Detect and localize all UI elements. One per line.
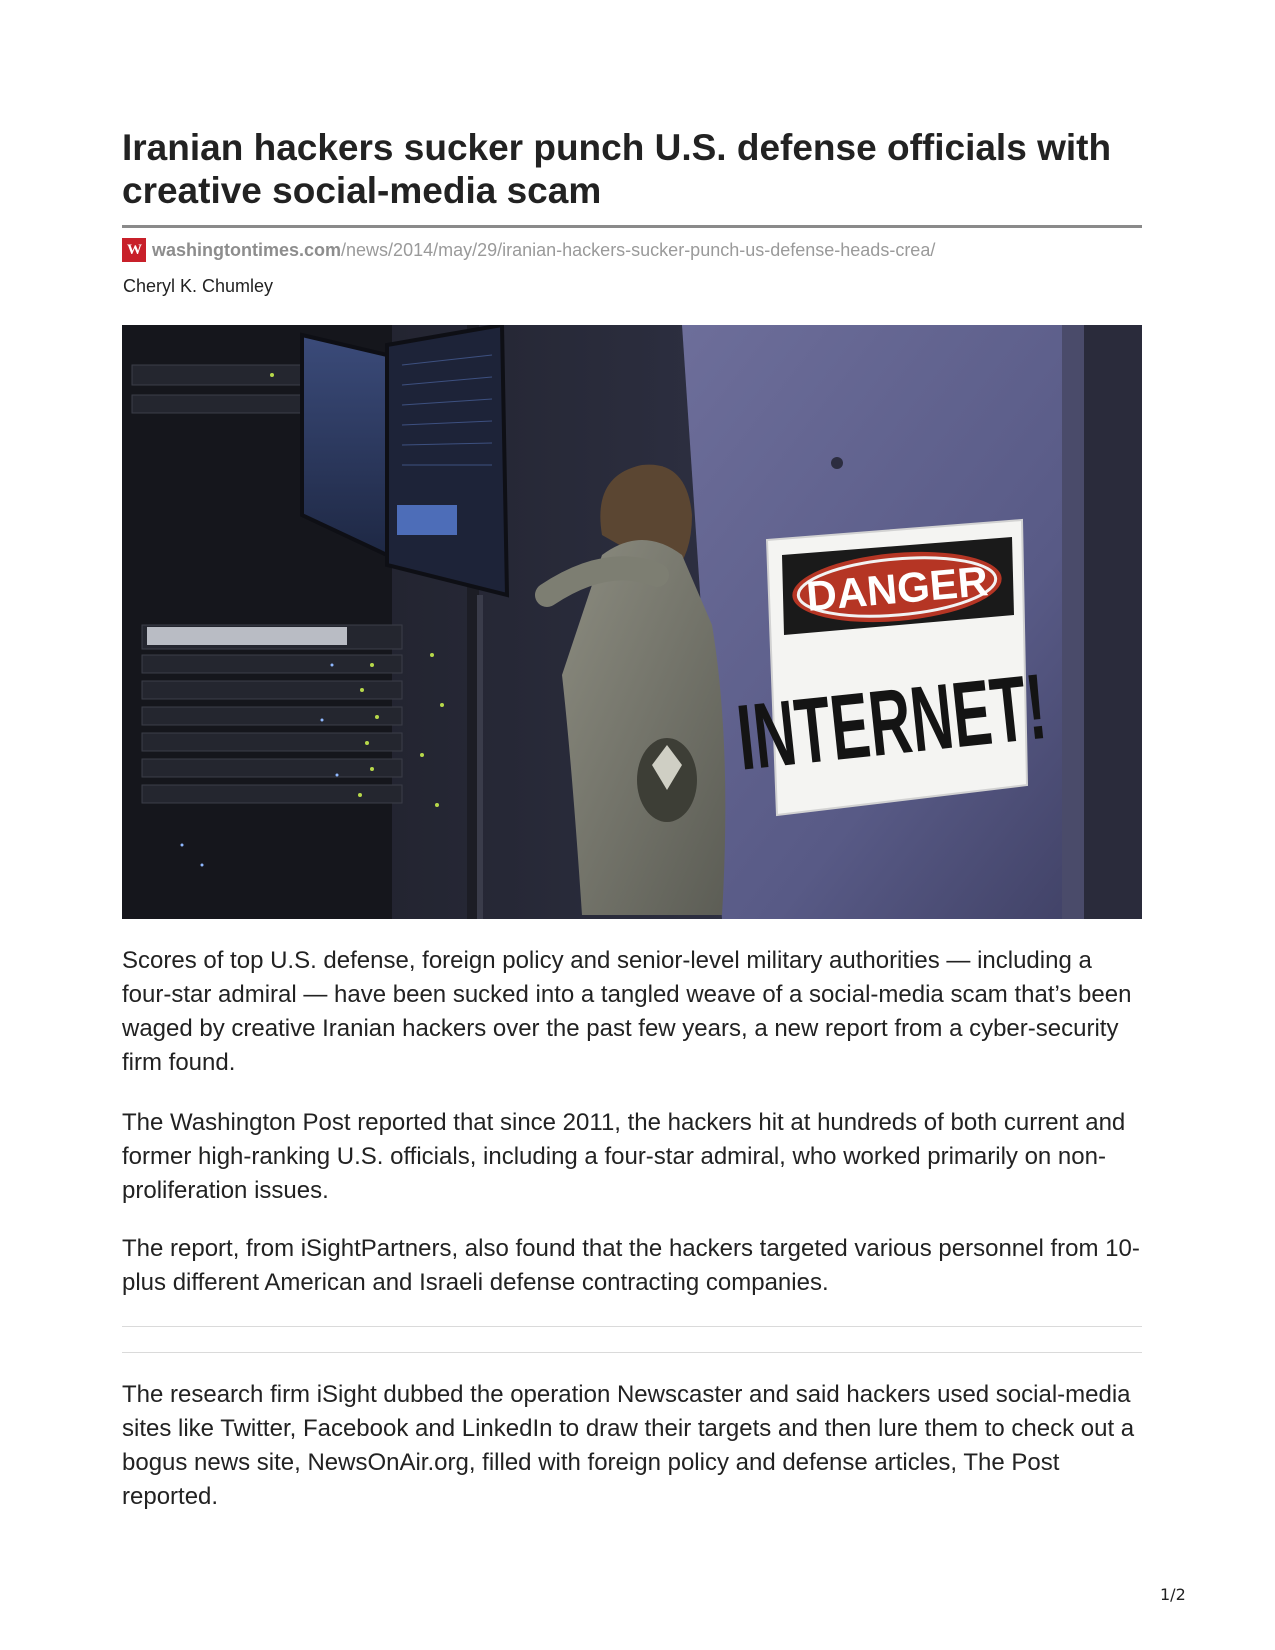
title-divider bbox=[122, 225, 1142, 228]
paragraph-3: The report, from iSightPartners, also found that the hackers targeted various personnel from 10-plus different American and Israeli defense contracting companies. bbox=[122, 1235, 1140, 1296]
hero-image bbox=[122, 325, 1142, 919]
source-path[interactable]: /news/2014/may/29/iranian-hackers-sucker-punch-us-defense-heads-crea/ bbox=[341, 239, 936, 260]
source-domain[interactable]: washingtontimes.com bbox=[152, 239, 342, 260]
paragraph-2: The Washington Post reported that since 2011, the hackers hit at hundreds of both current and former high-ranking U.S. officials, including a four-star admiral, who worked primarily on non-proliferation issues. bbox=[122, 1109, 1126, 1204]
hero-photo-illustration bbox=[122, 325, 1142, 919]
section-divider bbox=[122, 1326, 1142, 1327]
sign-danger-text: DANGER bbox=[804, 557, 990, 620]
paragraph-4: The research firm iSight dubbed the operation Newscaster and said hackers used social-media sites like Twitter, Facebook and LinkedIn to draw their targets and then lure them to check out a bogus news site, NewsOnAir.org, filled with foreign policy and defense articles, The Post reported. bbox=[122, 1381, 1135, 1510]
sign-internet-text: INTERNET! bbox=[732, 655, 1051, 791]
source-link[interactable] bbox=[122, 237, 935, 263]
page-number: 1/2 bbox=[1160, 1585, 1186, 1604]
paragraph-1: Scores of top U.S. defense, foreign policy and senior-level military authorities — including a four-star admiral — have been sucked into a tangled weave of a social-media scam that’s been waged by creative Iranian hackers over the past few years, a new report from a cyber-security firm found. bbox=[122, 947, 1132, 1076]
section-divider bbox=[122, 1352, 1142, 1353]
article-title: Iranian hackers sucker punch U.S. defense officials with creative social-media scam bbox=[122, 127, 1112, 211]
article-author: Cheryl K. Chumley bbox=[123, 276, 274, 296]
washington-times-logo-icon: W bbox=[122, 238, 146, 262]
danger-internet-sign bbox=[733, 520, 1051, 815]
